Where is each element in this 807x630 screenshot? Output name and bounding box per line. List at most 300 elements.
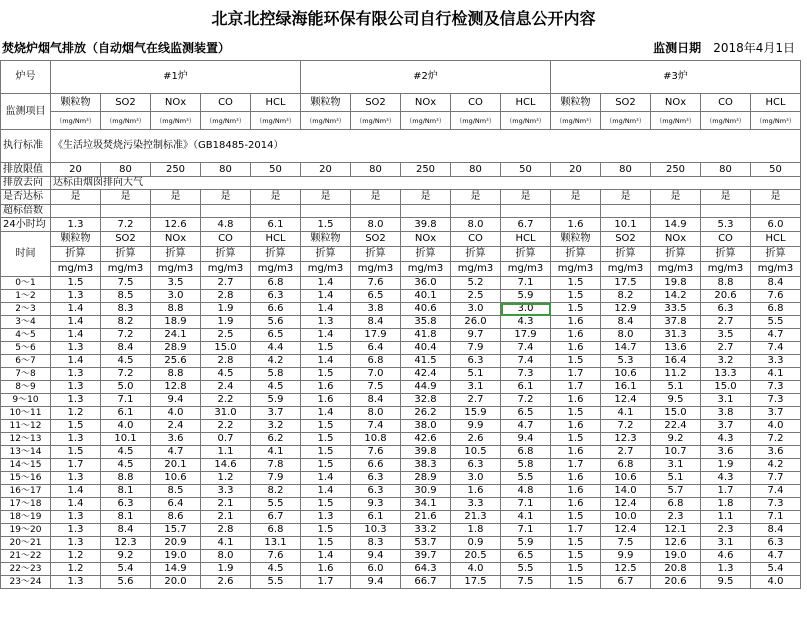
table-cell: 1.3 [51, 368, 101, 381]
table-cell: 4.7 [751, 550, 801, 563]
unit-label: （mg/Nm³） [751, 112, 801, 130]
table-cell: 3.2 [701, 355, 751, 368]
time-header-row-2 [1, 247, 801, 262]
unit-label: mg/m3 [351, 262, 401, 277]
avg24-value: 10.1 [601, 218, 651, 232]
table-cell: 16.1 [601, 381, 651, 394]
table-cell: 6.8 [601, 459, 651, 472]
compliant-value: 是 [701, 190, 751, 205]
table-cell: 1.2 [201, 472, 251, 485]
table-cell: 12.4 [601, 498, 651, 511]
table-cell: 1.5 [51, 446, 101, 459]
table-cell: 6.3 [751, 537, 801, 550]
table-cell: 64.3 [401, 563, 451, 576]
table-cell: 15.7 [151, 524, 201, 537]
pollutant-name: CO [701, 232, 751, 247]
pollutant-name: NOx [651, 232, 701, 247]
table-cell: 5.3 [601, 355, 651, 368]
table-cell: 1.6 [551, 485, 601, 498]
table-cell: 6.5 [351, 290, 401, 303]
time-header-row-1 [1, 232, 801, 247]
avg24-value: 7.2 [101, 218, 151, 232]
table-cell: 19.0 [151, 550, 201, 563]
table-cell: 15.9 [451, 407, 501, 420]
limit-value: 80 [351, 163, 401, 177]
compliant-value: 是 [201, 190, 251, 205]
exceed-value [401, 205, 451, 218]
table-cell: 9.4 [151, 394, 201, 407]
table-cell: 31.0 [201, 407, 251, 420]
table-cell: 4.0 [751, 420, 801, 433]
conversion-label: 折算 [451, 247, 501, 262]
table-cell: 2.1 [201, 511, 251, 524]
table-cell: 1.5 [551, 290, 601, 303]
table-cell: 6.2 [251, 433, 301, 446]
table-cell: 7.5 [501, 576, 551, 589]
table-cell: 9.9 [601, 550, 651, 563]
avg24-value: 8.0 [451, 218, 501, 232]
hour-label: 9～10 [1, 394, 51, 407]
compliant-value: 是 [301, 190, 351, 205]
table-cell: 9.3 [351, 498, 401, 511]
table-cell: 7.2 [501, 394, 551, 407]
table-cell: 4.5 [251, 563, 301, 576]
table-cell: 24.1 [151, 329, 201, 342]
compliant-value: 是 [51, 190, 101, 205]
pollutant-name: SO2 [601, 94, 651, 112]
table-cell: 15.0 [201, 342, 251, 355]
unit-label: （mg/Nm³） [301, 112, 351, 130]
table-cell: 17.5 [451, 576, 501, 589]
conversion-label: 折算 [401, 247, 451, 262]
table-cell: 1.5 [301, 433, 351, 446]
table-cell: 7.3 [751, 381, 801, 394]
unit-row [1, 112, 801, 130]
avg24-value: 12.6 [151, 218, 201, 232]
pollutant-name: SO2 [351, 94, 401, 112]
table-cell: 41.5 [401, 355, 451, 368]
table-cell: 20.5 [451, 550, 501, 563]
table-cell: 4.7 [751, 329, 801, 342]
table-cell: 7.1 [501, 524, 551, 537]
table-cell: 1.4 [301, 485, 351, 498]
table-cell: 4.1 [751, 368, 801, 381]
hour-label: 20～21 [1, 537, 51, 550]
table-cell: 25.6 [151, 355, 201, 368]
table-cell: 17.9 [501, 329, 551, 342]
table-row [1, 303, 801, 316]
table-cell: 66.7 [401, 576, 451, 589]
table-cell: 6.7 [601, 576, 651, 589]
table-cell: 6.1 [351, 511, 401, 524]
table-cell: 3.7 [251, 407, 301, 420]
furnace-header: #1炉 [51, 61, 301, 94]
table-cell: 7.7 [751, 472, 801, 485]
section-subtitle: 焚烧炉烟气排放（自动烟气在线监测装置） [2, 41, 231, 55]
table-cell: 7.2 [101, 368, 151, 381]
table-cell: 0.7 [201, 433, 251, 446]
table-cell: 20.1 [151, 459, 201, 472]
table-cell: 1.3 [51, 511, 101, 524]
table-cell: 5.1 [651, 472, 701, 485]
table-cell: 12.5 [601, 563, 651, 576]
table-cell: 4.5 [101, 459, 151, 472]
table-cell: 1.4 [301, 355, 351, 368]
unit-label: （mg/Nm³） [51, 112, 101, 130]
table-cell: 2.8 [201, 290, 251, 303]
table-row [1, 368, 801, 381]
table-cell: 7.8 [251, 459, 301, 472]
pollutant-name: 颗粒物 [551, 94, 601, 112]
table-cell: 16.4 [651, 355, 701, 368]
table-cell: 2.7 [701, 316, 751, 329]
limit-label: 排放限值 [1, 163, 51, 177]
table-cell: 4.5 [101, 446, 151, 459]
standard-row [1, 130, 801, 163]
table-cell: 15.0 [701, 381, 751, 394]
table-cell: 10.8 [351, 433, 401, 446]
table-cell: 4.6 [701, 550, 751, 563]
table-cell: 6.7 [251, 511, 301, 524]
table-cell: 11.2 [651, 368, 701, 381]
table-cell: 1.9 [701, 459, 751, 472]
table-cell: 5.0 [101, 381, 151, 394]
table-row [1, 277, 801, 290]
table-cell: 1.3 [51, 472, 101, 485]
avg24-row [1, 218, 801, 232]
table-cell: 8.4 [351, 316, 401, 329]
pollutant-name: CO [451, 94, 501, 112]
table-cell: 4.5 [201, 368, 251, 381]
compliant-value: 是 [401, 190, 451, 205]
table-cell: 1.4 [51, 498, 101, 511]
table-cell: 7.9 [251, 472, 301, 485]
table-cell: 6.0 [351, 563, 401, 576]
table-cell: 7.3 [751, 394, 801, 407]
table-cell: 9.5 [701, 576, 751, 589]
avg24-value: 1.6 [551, 218, 601, 232]
hour-label: 6～7 [1, 355, 51, 368]
table-cell: 10.7 [651, 446, 701, 459]
standard-text: 《生活垃圾焚烧污染控制标准》（GB18485-2014） [51, 130, 801, 163]
table-cell: 6.5 [501, 407, 551, 420]
table-cell: 14.7 [601, 342, 651, 355]
table-cell: 37.8 [651, 316, 701, 329]
hour-label: 16～17 [1, 485, 51, 498]
date-label: 监测日期 [653, 41, 702, 55]
table-cell: 9.2 [651, 433, 701, 446]
table-cell: 1.2 [51, 550, 101, 563]
table-cell: 28.9 [151, 342, 201, 355]
limit-value: 80 [101, 163, 151, 177]
table-cell: 4.7 [501, 420, 551, 433]
table-cell: 1.5 [551, 355, 601, 368]
table-row [1, 563, 801, 576]
table-cell: 7.5 [351, 381, 401, 394]
table-row [1, 537, 801, 550]
limit-value: 20 [51, 163, 101, 177]
table-cell: 6.3 [101, 498, 151, 511]
unit-label: （mg/Nm³） [151, 112, 201, 130]
table-cell: 4.0 [151, 407, 201, 420]
table-cell: 6.3 [451, 459, 501, 472]
table-cell: 3.3 [751, 355, 801, 368]
table-cell: 4.3 [701, 472, 751, 485]
table-cell: 1.4 [301, 550, 351, 563]
table-cell: 7.2 [101, 329, 151, 342]
table-cell: 4.0 [751, 576, 801, 589]
pollutant-name: CO [201, 232, 251, 247]
table-cell: 42.6 [401, 433, 451, 446]
table-cell: 7.3 [751, 498, 801, 511]
table-cell: 20.6 [701, 290, 751, 303]
table-cell: 6.8 [251, 524, 301, 537]
table-cell: 8.2 [101, 316, 151, 329]
table-cell: 9.4 [351, 550, 401, 563]
table-cell: 7.9 [451, 342, 501, 355]
table-cell: 1.3 [51, 394, 101, 407]
limit-value: 80 [451, 163, 501, 177]
table-cell: 12.3 [601, 433, 651, 446]
hour-label: 2～3 [1, 303, 51, 316]
table-cell: 6.4 [351, 342, 401, 355]
compliant-value: 是 [101, 190, 151, 205]
table-cell: 2.8 [201, 524, 251, 537]
avg24-value: 4.8 [201, 218, 251, 232]
avg24-value: 6.0 [751, 218, 801, 232]
unit-label: mg/m3 [401, 262, 451, 277]
unit-label: mg/m3 [301, 262, 351, 277]
table-cell: 8.4 [101, 524, 151, 537]
table-cell: 32.8 [401, 394, 451, 407]
hour-label: 19～20 [1, 524, 51, 537]
table-row [1, 472, 801, 485]
table-cell: 40.6 [401, 303, 451, 316]
table-cell: 5.1 [651, 381, 701, 394]
table-cell: 12.4 [601, 524, 651, 537]
table-cell: 4.5 [251, 381, 301, 394]
table-cell: 38.0 [401, 420, 451, 433]
table-cell: 6.3 [251, 290, 301, 303]
item-label: 监测项目 [1, 94, 51, 130]
exceed-value [151, 205, 201, 218]
hour-label: 4～5 [1, 329, 51, 342]
table-cell: 1.5 [551, 303, 601, 316]
table-cell: 5.9 [251, 394, 301, 407]
compliant-value: 是 [151, 190, 201, 205]
limit-value: 250 [651, 163, 701, 177]
table-cell: 1.4 [51, 303, 101, 316]
pollutant-name: HCL [751, 232, 801, 247]
unit-label: mg/m3 [751, 262, 801, 277]
hour-label: 14～15 [1, 459, 51, 472]
table-cell: 44.9 [401, 381, 451, 394]
table-cell: 21.3 [451, 511, 501, 524]
table-cell: 1.6 [551, 472, 601, 485]
table-cell: 19.8 [651, 277, 701, 290]
table-cell: 6.4 [151, 498, 201, 511]
hour-label: 15～16 [1, 472, 51, 485]
table-cell: 1.4 [301, 407, 351, 420]
hour-label: 12～13 [1, 433, 51, 446]
hour-label: 8～9 [1, 381, 51, 394]
table-cell: 2.7 [701, 342, 751, 355]
conversion-label: 折算 [101, 247, 151, 262]
hour-label: 3～4 [1, 316, 51, 329]
table-cell: 26.0 [451, 316, 501, 329]
pollutant-name: SO2 [101, 94, 151, 112]
table-cell: 3.2 [251, 420, 301, 433]
table-cell: 1.5 [301, 498, 351, 511]
table-cell: 12.8 [151, 381, 201, 394]
table-cell: 8.3 [351, 537, 401, 550]
table-cell: 1.3 [701, 563, 751, 576]
unit-label: （mg/Nm³） [551, 112, 601, 130]
pollutant-name: HCL [251, 94, 301, 112]
destination-text: 达标由烟囱排向大气 [51, 177, 801, 190]
exceed-value [601, 205, 651, 218]
table-cell: 1.5 [51, 420, 101, 433]
table-cell: 3.6 [701, 446, 751, 459]
table-cell: 7.0 [351, 368, 401, 381]
table-cell: 5.5 [251, 576, 301, 589]
avg24-value: 1.3 [51, 218, 101, 232]
table-cell: 3.8 [701, 407, 751, 420]
table-cell: 17.9 [351, 329, 401, 342]
exceed-value [751, 205, 801, 218]
hour-label: 18～19 [1, 511, 51, 524]
table-cell: 12.1 [651, 524, 701, 537]
conversion-label: 折算 [251, 247, 301, 262]
table-cell: 8.6 [151, 511, 201, 524]
table-cell: 7.5 [101, 277, 151, 290]
table-cell: 10.0 [601, 511, 651, 524]
table-cell: 5.6 [101, 576, 151, 589]
compliant-value: 是 [601, 190, 651, 205]
table-cell: 1.5 [551, 537, 601, 550]
table-cell: 10.6 [601, 472, 651, 485]
table-cell: 1.6 [551, 498, 601, 511]
table-cell: 2.6 [451, 433, 501, 446]
table-cell: 12.9 [601, 303, 651, 316]
table-cell: 28.9 [401, 472, 451, 485]
exceed-value [351, 205, 401, 218]
avg24-value: 6.7 [501, 218, 551, 232]
compliant-row [1, 190, 801, 205]
table-cell: 1.5 [301, 524, 351, 537]
pollutant-name: NOx [401, 232, 451, 247]
table-cell: 9.5 [651, 394, 701, 407]
table-cell: 1.5 [301, 368, 351, 381]
table-cell: 1.5 [301, 446, 351, 459]
exceed-value [101, 205, 151, 218]
conversion-label: 折算 [701, 247, 751, 262]
table-cell: 1.2 [51, 563, 101, 576]
table-cell: 13.3 [701, 368, 751, 381]
table-cell: 10.1 [101, 433, 151, 446]
table-cell: 4.1 [201, 537, 251, 550]
table-cell: 0.9 [451, 537, 501, 550]
table-cell: 7.6 [251, 550, 301, 563]
furnace-label: 炉号 [1, 61, 51, 94]
conversion-label: 折算 [151, 247, 201, 262]
table-cell: 8.0 [351, 407, 401, 420]
hour-label: 5～6 [1, 342, 51, 355]
table-cell: 8.5 [101, 290, 151, 303]
table-cell: 30.9 [401, 485, 451, 498]
hour-label: 7～8 [1, 368, 51, 381]
table-cell: 18.9 [151, 316, 201, 329]
table-cell: 1.5 [551, 511, 601, 524]
pollutant-name: SO2 [351, 232, 401, 247]
table-cell: 3.3 [201, 485, 251, 498]
table-row [1, 355, 801, 368]
table-cell: 8.1 [101, 485, 151, 498]
unit-label: （mg/Nm³） [651, 112, 701, 130]
pollutant-name: NOx [151, 94, 201, 112]
hour-label: 1～2 [1, 290, 51, 303]
table-cell: 20.8 [651, 563, 701, 576]
table-cell: 1.6 [301, 563, 351, 576]
table-cell: 1.3 [51, 381, 101, 394]
table-cell: 35.8 [401, 316, 451, 329]
table-cell: 4.2 [751, 459, 801, 472]
exceed-value [251, 205, 301, 218]
limit-value: 50 [501, 163, 551, 177]
table-cell: 3.6 [751, 446, 801, 459]
furnace-row [1, 61, 801, 94]
table-cell: 1.5 [51, 277, 101, 290]
table-cell: 2.5 [201, 329, 251, 342]
compliant-value: 是 [751, 190, 801, 205]
furnace-header: #2炉 [301, 61, 551, 94]
table-cell: 3.3 [451, 498, 501, 511]
table-cell: 8.0 [201, 550, 251, 563]
limit-value: 80 [701, 163, 751, 177]
hour-label: 17～18 [1, 498, 51, 511]
table-cell: 14.0 [601, 485, 651, 498]
table-cell: 5.9 [501, 290, 551, 303]
table-cell: 7.5 [601, 537, 651, 550]
table-cell: 1.9 [201, 316, 251, 329]
table-cell: 1.5 [551, 576, 601, 589]
pollutant-name: NOx [401, 94, 451, 112]
table-cell: 33.5 [651, 303, 701, 316]
table-cell: 5.5 [501, 472, 551, 485]
compliant-label: 是否达标 [1, 190, 51, 205]
table-cell: 7.1 [501, 498, 551, 511]
conversion-label: 折算 [351, 247, 401, 262]
table-cell: 1.8 [451, 524, 501, 537]
table-cell: 2.4 [201, 381, 251, 394]
table-cell: 1.9 [201, 563, 251, 576]
table-cell: 8.5 [151, 485, 201, 498]
table-cell: 6.8 [751, 303, 801, 316]
table-cell: 39.7 [401, 550, 451, 563]
compliant-value: 是 [451, 190, 501, 205]
limit-value: 20 [551, 163, 601, 177]
table-cell: 8.2 [251, 485, 301, 498]
table-cell: 20.0 [151, 576, 201, 589]
table-cell: 3.7 [751, 407, 801, 420]
table-cell: 19.0 [651, 550, 701, 563]
pollutant-name: 颗粒物 [51, 232, 101, 247]
table-cell: 2.6 [201, 576, 251, 589]
limit-value: 20 [301, 163, 351, 177]
table-cell: 1.6 [551, 446, 601, 459]
table-cell: 8.4 [601, 316, 651, 329]
pollutant-name: 颗粒物 [51, 94, 101, 112]
